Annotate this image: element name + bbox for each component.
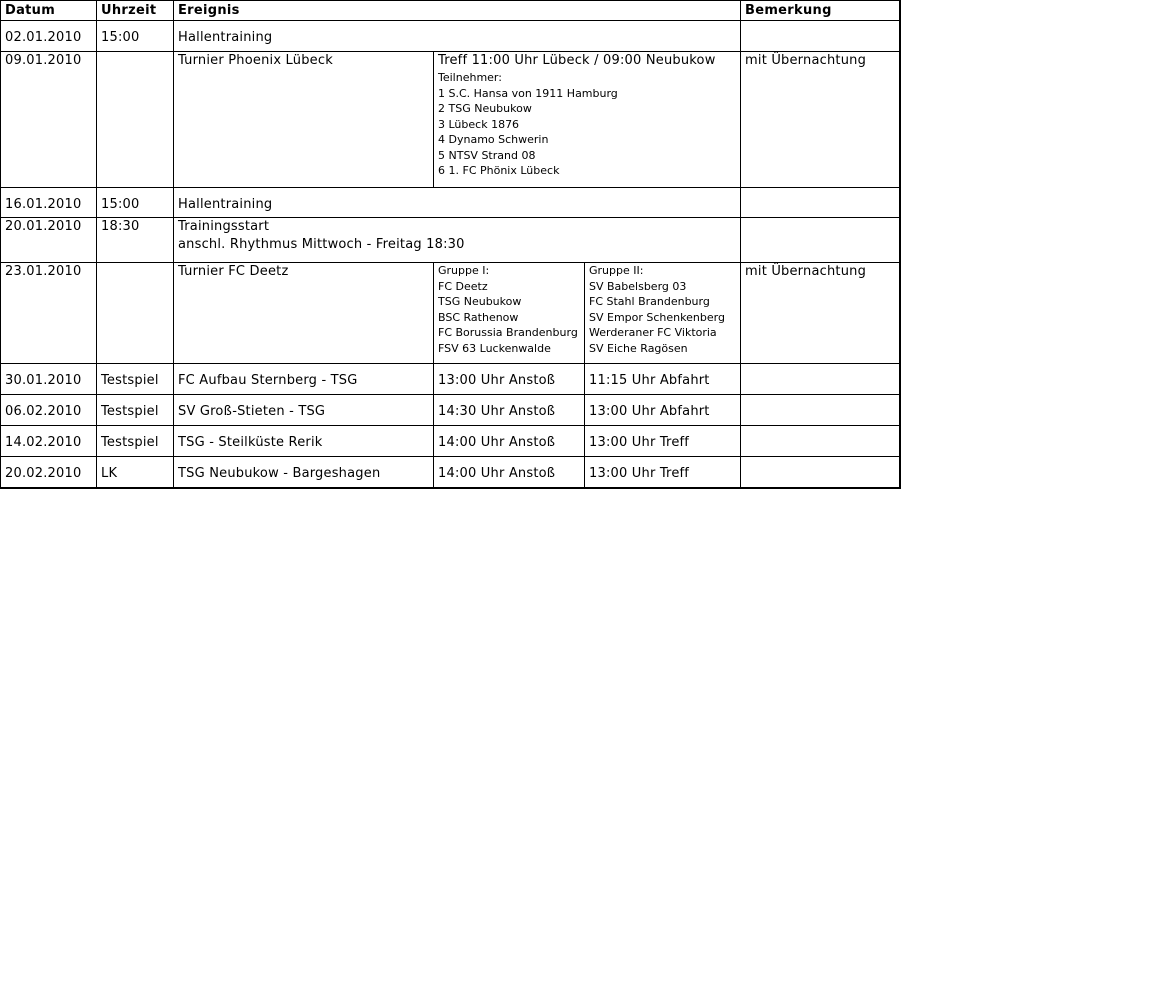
table-row (1, 426, 900, 457)
detail-title: Treff 11:00 Uhr Lübeck / 09:00 Neubukow (438, 53, 716, 68)
list-item: 6 1. FC Phönix Lübeck (438, 164, 560, 177)
participant-list (438, 70, 740, 179)
cell-datum: 02.01.2010 (1, 21, 97, 52)
list-item: BSC Rathenow (438, 310, 519, 324)
header-ereignis: Ereignis (174, 1, 741, 21)
cell-ereignis: FC Aufbau Sternberg - TSG (174, 364, 434, 395)
list-item: 1 S.C. Hansa von 1911 Hamburg (438, 86, 618, 100)
cell-ereignis (174, 218, 741, 263)
list-item: Werderaner FC Viktoria (589, 326, 717, 339)
cell-anstoss: 14:00 Uhr Anstoß (434, 426, 585, 457)
cell-uhrzeit: LK (97, 457, 174, 488)
cell-treff: 13:00 Uhr Treff (585, 457, 741, 488)
cell-treff: 13:00 Uhr Treff (585, 426, 741, 457)
header-uhrzeit: Uhrzeit (97, 1, 174, 21)
table-row (1, 21, 900, 52)
cell-uhrzeit: 18:30 (97, 218, 174, 263)
list-item: 3 Lübeck 1876 (438, 117, 520, 131)
table-row (1, 457, 900, 488)
cell-bemerkung (741, 457, 900, 488)
ereignis-line-1: Trainingsstart (178, 219, 270, 234)
cell-ereignis: Hallentraining (174, 21, 741, 52)
cell-uhrzeit (97, 263, 174, 364)
list-item: SV Eiche Ragösen (589, 341, 688, 355)
cell-bemerkung (741, 21, 900, 52)
cell-datum: 23.01.2010 (1, 263, 97, 364)
cell-uhrzeit: 15:00 (97, 188, 174, 218)
list-item: Teilnehmer: (438, 71, 502, 84)
table-row (1, 364, 900, 395)
cell-uhrzeit (97, 52, 174, 188)
cell-ereignis: Hallentraining (174, 188, 741, 218)
cell-gruppe-1 (434, 263, 585, 364)
cell-datum: 20.01.2010 (1, 218, 97, 263)
table-row (1, 52, 900, 188)
cell-uhrzeit: 15:00 (97, 21, 174, 52)
cell-bemerkung (741, 395, 900, 426)
cell-bemerkung: mit Übernachtung (741, 52, 900, 188)
cell-datum: 09.01.2010 (1, 52, 97, 188)
header-row (1, 1, 900, 21)
list-item: TSG Neubukow (438, 295, 522, 308)
cell-ereignis: TSG Neubukow - Bargeshagen (174, 457, 434, 488)
cell-datum: 16.01.2010 (1, 188, 97, 218)
cell-bemerkung (741, 218, 900, 263)
list-item: FSV 63 Luckenwalde (438, 341, 551, 355)
cell-uhrzeit: Testspiel (97, 364, 174, 395)
cell-ereignis: Turnier Phoenix Lübeck (174, 52, 434, 188)
cell-detail (434, 52, 741, 188)
header-bemerkung: Bemerkung (741, 1, 900, 21)
list-item: 4 Dynamo Schwerin (438, 133, 549, 146)
table-row (1, 395, 900, 426)
ereignis-line-2: anschl. Rhythmus Mittwoch - Freitag 18:30 (178, 237, 465, 252)
cell-anstoss: 13:00 Uhr Anstoß (434, 364, 585, 395)
cell-ereignis: SV Groß-Stieten - TSG (174, 395, 434, 426)
list-item: Gruppe II: (589, 264, 644, 277)
cell-uhrzeit: Testspiel (97, 426, 174, 457)
cell-bemerkung (741, 364, 900, 395)
list-item: FC Borussia Brandenburg (438, 326, 578, 339)
cell-anstoss: 14:00 Uhr Anstoß (434, 457, 585, 488)
cell-gruppe-2 (585, 263, 741, 364)
cell-bemerkung (741, 188, 900, 218)
schedule-table (0, 0, 901, 489)
list-item: 5 NTSV Strand 08 (438, 148, 536, 162)
list-item: Gruppe I: (438, 264, 490, 277)
list-item: SV Babelsberg 03 (589, 279, 687, 293)
cell-datum: 14.02.2010 (1, 426, 97, 457)
cell-bemerkung: mit Übernachtung (741, 263, 900, 364)
cell-ereignis: TSG - Steilküste Rerik (174, 426, 434, 457)
header-datum: Datum (1, 1, 97, 21)
cell-datum: 06.02.2010 (1, 395, 97, 426)
list-item: FC Deetz (438, 279, 488, 293)
cell-datum: 20.02.2010 (1, 457, 97, 488)
cell-bemerkung (741, 426, 900, 457)
list-item: 2 TSG Neubukow (438, 102, 532, 115)
list-item: SV Empor Schenkenberg (589, 310, 725, 324)
cell-datum: 30.01.2010 (1, 364, 97, 395)
cell-treff: 11:15 Uhr Abfahrt (585, 364, 741, 395)
table-row (1, 263, 900, 364)
cell-anstoss: 14:30 Uhr Anstoß (434, 395, 585, 426)
list-item: FC Stahl Brandenburg (589, 295, 710, 308)
cell-treff: 13:00 Uhr Abfahrt (585, 395, 741, 426)
cell-ereignis: Turnier FC Deetz (174, 263, 434, 364)
table-row (1, 218, 900, 263)
cell-uhrzeit: Testspiel (97, 395, 174, 426)
table-row (1, 188, 900, 218)
